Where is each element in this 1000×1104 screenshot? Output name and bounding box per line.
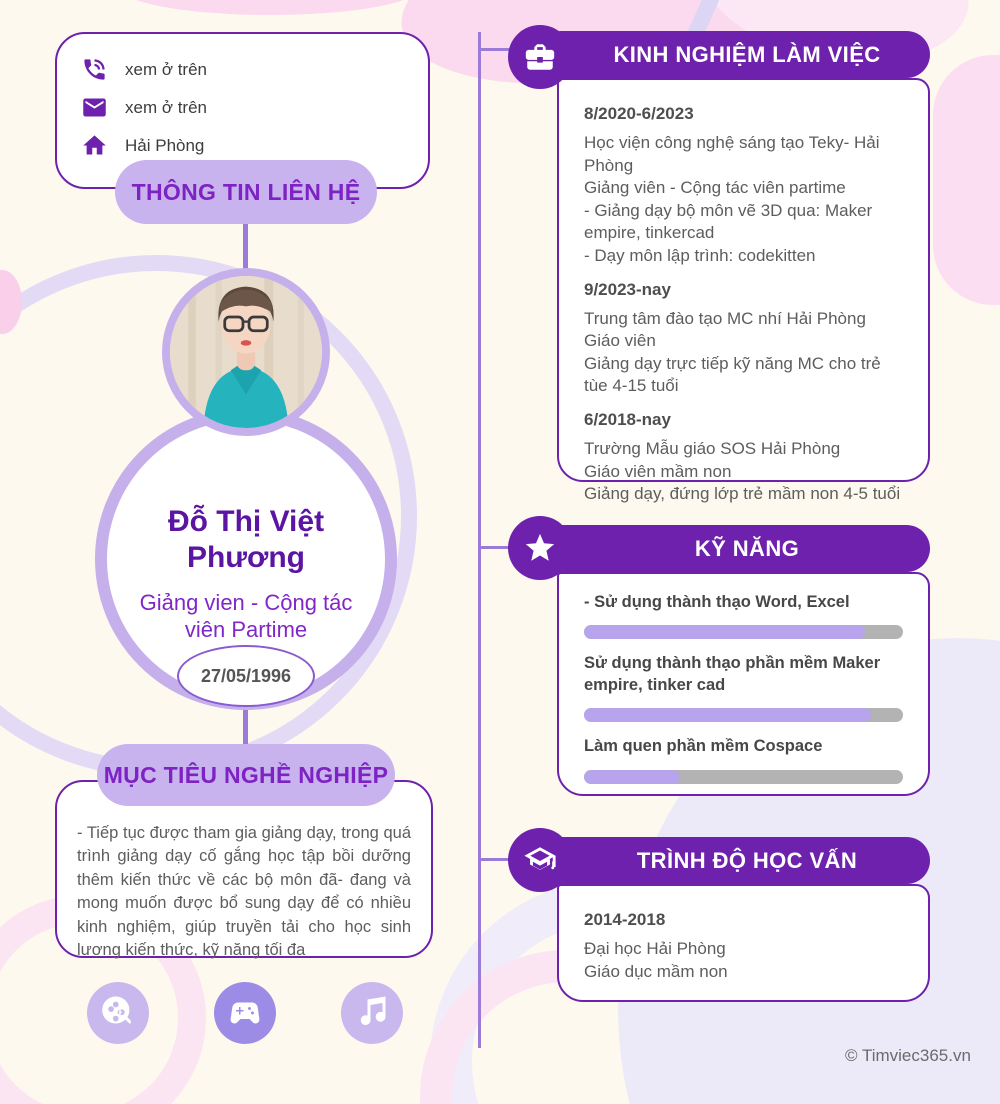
pink-blob-right [933, 55, 1000, 305]
experience-line: Giảng dạy, đứng lớp trẻ mầm non 4-5 tuổi [584, 484, 901, 504]
experience-line: - Dạy môn lập trình: codekitten [584, 246, 816, 266]
phone-icon [81, 56, 108, 83]
gamepad-icon [227, 995, 263, 1031]
hobby-music-badge [341, 982, 403, 1044]
objective-text: - Tiếp tục được tham gia giảng dạy, trong quá trình giảng dạy cố gắng học tập bồi dưỡng thêm kiến thức về các bộ môn đã- đang và mong muốn được bổ sung dạy để có nhiều kinh nghiệm, giúp truyền tải cho học sinh lượng kiến thức, kỹ năng tối đa [77, 824, 411, 960]
experience-period: 8/2020-6/2023 [584, 104, 694, 123]
briefcase-icon [523, 40, 557, 74]
skill-bar [584, 625, 903, 639]
skills-card [557, 572, 930, 796]
experience-badge [508, 25, 572, 89]
experience-line: Trường Mẫu giáo SOS Hải Phòng [584, 439, 841, 459]
skill-bar-fill [584, 708, 871, 722]
education-period: 2014-2018 [584, 910, 666, 929]
contact-row-address [81, 132, 404, 159]
experience-period: 9/2023-nay [584, 279, 671, 299]
contact-row-email [81, 94, 404, 121]
contact-row-phone [81, 56, 404, 83]
star-icon [523, 531, 557, 565]
experience-card [557, 78, 930, 504]
skill-label: Làm quen phần mềm Cospace [584, 737, 823, 756]
experience-line: Trung tâm đào tạo MC nhí Hải Phòng [584, 308, 866, 328]
connector-pill-photo [243, 224, 248, 274]
birthday-badge: 27/05/1996 [177, 645, 315, 707]
profile-title: Giảng vien - Cộng tác viên Partime [139, 590, 353, 642]
education-section-title: TRÌNH ĐỘ HỌC VẤN [538, 837, 930, 884]
timeline-line [478, 32, 481, 1048]
contact-address-value: Hải Phòng [125, 135, 205, 155]
skill-bar-fill [584, 625, 865, 639]
music-note-icon [354, 995, 390, 1031]
skill-bar-fill [584, 770, 680, 784]
profile-name: Đỗ Thị Việt Phương [167, 505, 325, 575]
experience-section-title: KINH NGHIỆM LÀM VIỆC [538, 31, 930, 78]
experience-period: 6/2018-nay [584, 410, 671, 430]
objective-card [55, 780, 433, 958]
watermark-credit: © Timviec365.vn [845, 1046, 971, 1065]
skill-label: Sử dụng thành thạo phần mềm Maker empire, tinker cad [584, 654, 881, 694]
experience-line: Giáo viên mầm non [584, 461, 732, 481]
experience-line: Giáo viên [584, 331, 656, 351]
graduation-cap-icon [523, 843, 557, 877]
experience-line: - Giảng dạy bộ môn vẽ 3D qua: Maker empire, tinkercad [584, 200, 873, 243]
film-reel-icon [100, 995, 136, 1031]
avatar-illustration [170, 276, 322, 428]
skill-bar [584, 770, 903, 784]
skill-bar [584, 708, 903, 722]
home-icon [81, 132, 108, 159]
objective-section-title: MỤC TIÊU NGHỀ NGHIỆP [97, 744, 395, 806]
hobby-film-badge [87, 982, 149, 1044]
avatar [162, 268, 330, 436]
contact-section-title: THÔNG TIN LIÊN HỆ [115, 160, 377, 224]
contact-email-value: xem ở trên [125, 97, 208, 117]
experience-line: Giảng dạy trực tiếp kỹ năng MC cho trẻ tùe 4-15 tuổi [584, 353, 881, 396]
pink-blob-top-center [120, 0, 420, 15]
skill-label: - Sử dụng thành thạo Word, Excel [584, 593, 850, 611]
contact-phone-value: xem ở trên [125, 59, 208, 79]
experience-line: Học viện công nghệ sáng tạo Teky- Hải Phòng [584, 133, 880, 175]
skills-badge [508, 516, 572, 580]
experience-line: Giảng viên - Cộng tác viên partime [584, 178, 846, 198]
education-badge [508, 828, 572, 892]
hobby-game-badge [214, 982, 276, 1044]
mail-icon [81, 94, 108, 121]
education-line: Đại học Hải Phòng [584, 939, 726, 958]
education-card [557, 884, 930, 1002]
skills-section-title: KỸ NĂNG [538, 525, 930, 572]
education-line: Giáo dục mầm non [584, 961, 728, 981]
